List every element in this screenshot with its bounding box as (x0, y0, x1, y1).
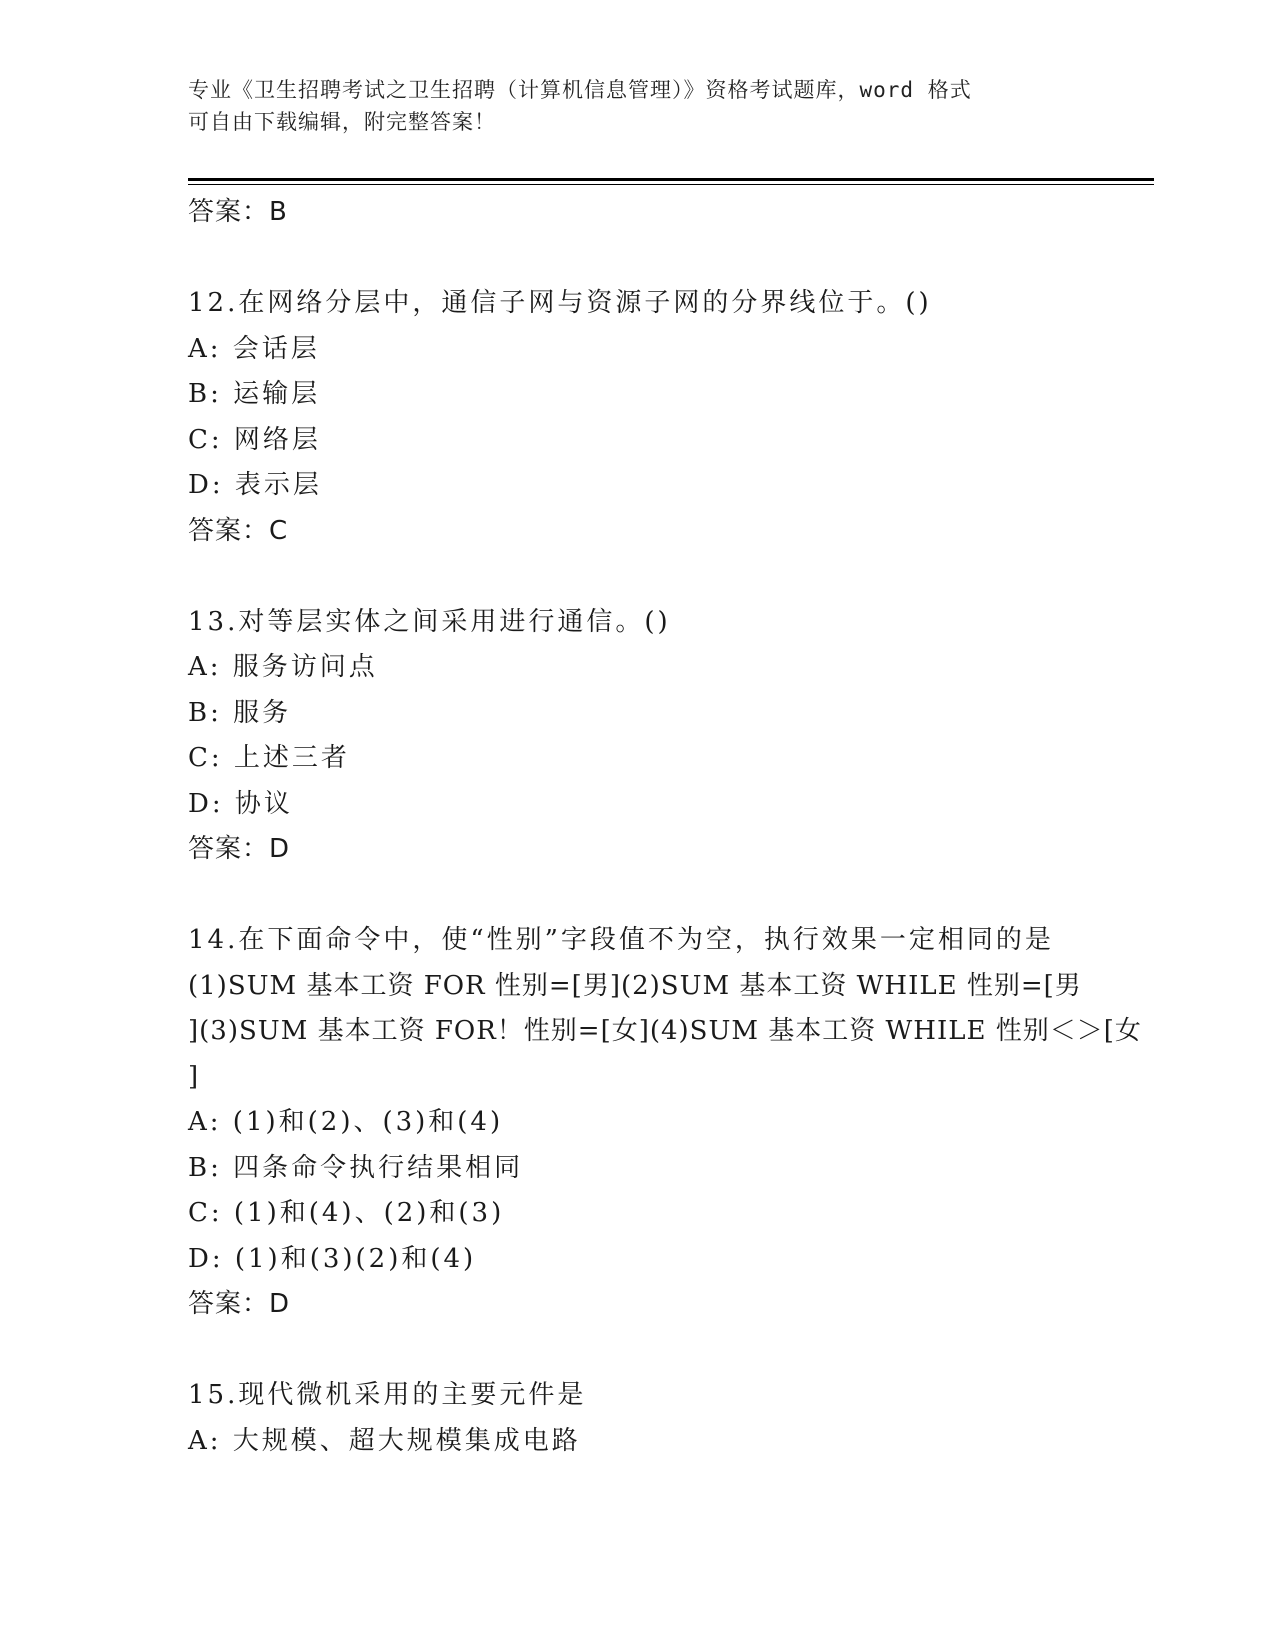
document-header (188, 74, 1068, 138)
option-a: A: 大规模、超大规模集成电路 (188, 1425, 581, 1456)
answer: 答案：D (188, 1289, 291, 1319)
question-stem-line-2: (1)SUM 基本工资 FOR 性别=[男](2)SUM 基本工资 WHILE 性别=[男 (188, 970, 1082, 1001)
header-divider-thick (188, 178, 1154, 181)
question-13 (188, 600, 1088, 873)
question-stem: 13.对等层实体之间采用进行通信。() (188, 606, 671, 637)
question-stem: 12.在网络分层中，通信子网与资源子网的分界线位于。() (188, 288, 932, 318)
answer: 答案：D (188, 834, 291, 864)
option-c: C: 上述三者 (188, 743, 350, 773)
question-stem-line-1: 14.在下面命令中，使“性别”字段值不为空，执行效果一定相同的是 (188, 925, 1054, 955)
question-stem: 15.现代微机采用的主要元件是 (188, 1380, 587, 1410)
option-c: C: 网络层 (188, 424, 321, 455)
option-d: D: 表示层 (188, 470, 322, 500)
question-14 (188, 918, 1142, 1328)
option-c: C: (1)和(4)、(2)和(3) (188, 1198, 505, 1228)
header-divider-thin (188, 184, 1154, 185)
question-stem-line-4: ] (188, 1061, 202, 1092)
question-12 (188, 281, 1088, 554)
header-line-1: 专业《卫生招聘考试之卫生招聘（计算机信息管理）》资格考试题库，word 格式 (188, 78, 972, 102)
option-d: D: 协议 (188, 788, 293, 819)
option-a: A: 会话层 (188, 333, 320, 364)
option-d: D: (1)和(3)(2)和(4) (188, 1243, 477, 1274)
header-line-2: 可自由下载编辑，附完整答案！ (188, 110, 496, 134)
option-b: B: 服务 (188, 697, 292, 728)
option-a: A: 服务访问点 (188, 652, 378, 682)
answer-previous: 答案：B (188, 197, 288, 227)
option-b: B: 四条命令执行结果相同 (188, 1152, 524, 1183)
question-list (188, 190, 1142, 1464)
option-b: B: 运输层 (188, 379, 321, 409)
question-15 (188, 1373, 1088, 1464)
option-a: A: (1)和(2)、(3)和(4) (188, 1107, 504, 1137)
answer: 答案：C (188, 515, 289, 546)
question-stem-line-3: ](3)SUM 基本工资 FOR！性别=[女](4)SUM 基本工资 WHILE 性别＜＞[女 (188, 1016, 1142, 1046)
